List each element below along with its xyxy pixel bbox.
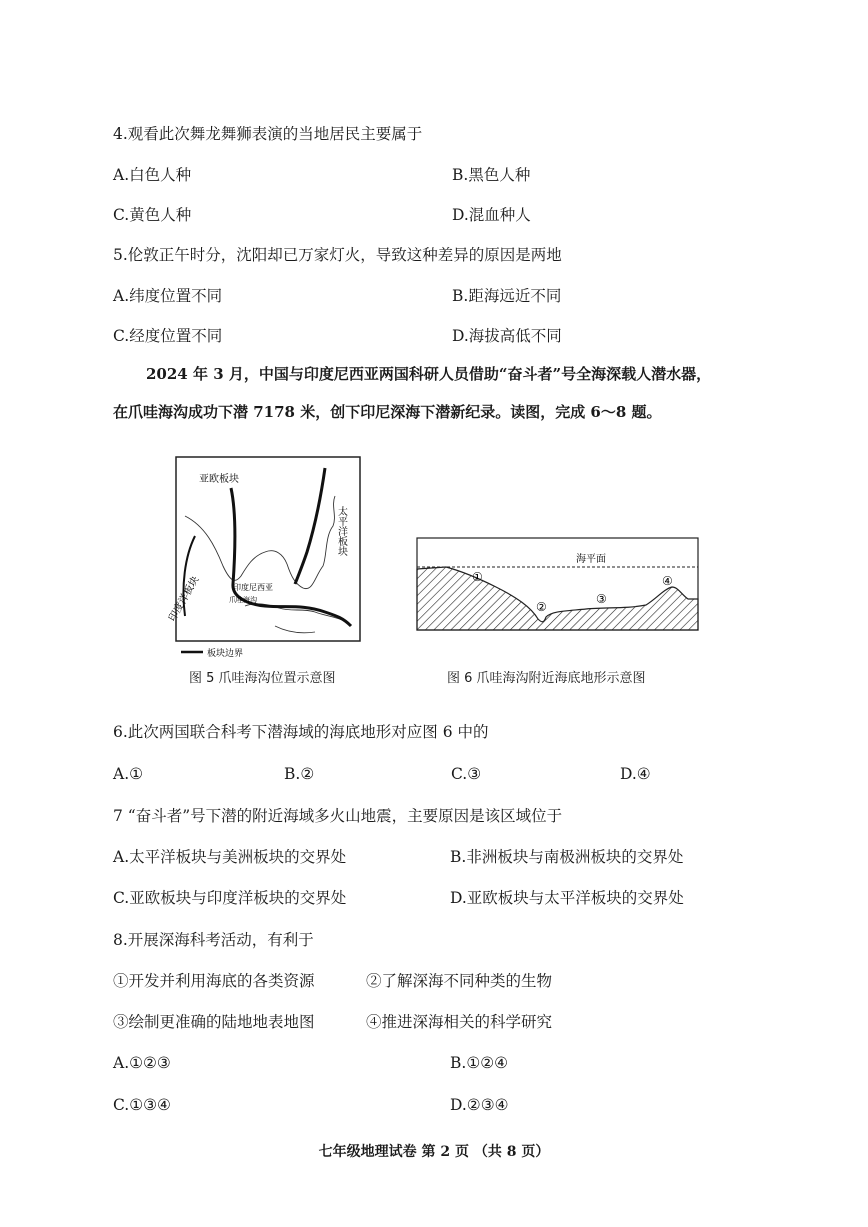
q6-option-b: B.②: [284, 765, 315, 783]
q8-item-2: ②了解深海不同种类的生物: [366, 972, 553, 990]
figure-5-map: [167, 456, 361, 660]
label-java-trench: 爪哇海沟: [229, 596, 257, 604]
q4-option-b: B.黑色人种: [452, 166, 531, 184]
passage-line-1: 2024 年 3 月，中国与印度尼西亚两国科研人员借助“奋斗者”号全海深载人潜水器，: [146, 365, 712, 383]
page-footer: 七年级地理试卷 第 2 页 （共 8 页）: [318, 1144, 550, 1160]
mark-1: ①: [472, 570, 483, 584]
q8-option-c: C.①③④: [113, 1096, 171, 1114]
q8-item-1: ①开发并利用海底的各类资源: [113, 972, 315, 990]
q7-option-c: C.亚欧板块与印度洋板块的交界处: [113, 889, 347, 907]
mark-3: ③: [596, 592, 607, 606]
q6-option-c: C.③: [451, 765, 482, 783]
q5-stem: 5.伦敦正午时分，沈阳却已万家灯火，导致这种差异的原因是两地: [113, 246, 562, 264]
mark-4: ④: [662, 574, 673, 588]
label-pacific-plate: 太平洋板块: [335, 506, 347, 556]
q6-option-d: D.④: [620, 765, 651, 783]
q6-option-a: A.①: [113, 765, 144, 783]
q4-option-d: D.混血种人: [452, 206, 531, 224]
q8-stem: 8.开展深海科考活动，有利于: [113, 931, 314, 949]
figure-5-caption: 图 5 爪哇海沟位置示意图: [189, 671, 336, 686]
q5-option-a: A.纬度位置不同: [113, 287, 223, 305]
q8-option-d: D.②③④: [450, 1096, 509, 1114]
label-indian-plate: 印度洋板块: [167, 574, 202, 624]
q7-stem: 7 “奋斗者”号下潜的附近海域多火山地震，主要原因是该区域位于: [113, 807, 563, 825]
q4-stem: 4.观看此次舞龙舞狮表演的当地居民主要属于: [113, 125, 423, 143]
q5-option-d: D.海拔高低不同: [452, 327, 562, 345]
q7-option-b: B.非洲板块与南极洲板块的交界处: [450, 848, 684, 866]
q7-option-a: A.太平洋板块与美洲板块的交界处: [113, 848, 347, 866]
q4-option-a: A.白色人种: [113, 166, 192, 184]
mark-2: ②: [536, 600, 547, 614]
q5-option-b: B.距海远近不同: [452, 287, 562, 305]
figure-6-profile: [416, 537, 699, 631]
figure-6-caption: 图 6 爪哇海沟附近海底地形示意图: [447, 671, 646, 686]
q4-option-c: C.黄色人种: [113, 206, 192, 224]
q8-item-4: ④推进深海相关的科学研究: [366, 1013, 553, 1031]
legend-plate-boundary: 板块边界: [207, 649, 244, 659]
q8-item-3: ③绘制更准确的陆地地表地图: [113, 1013, 315, 1031]
q8-option-a: A.①②③: [113, 1054, 171, 1072]
label-eurasian-plate: 亚欧板块: [199, 474, 239, 485]
q8-option-b: B.①②④: [450, 1054, 509, 1072]
q7-option-d: D.亚欧板块与太平洋板块的交界处: [450, 889, 684, 907]
label-indonesia: 印度尼西亚: [233, 583, 273, 592]
q6-stem: 6.此次两国联合科考下潜海域的海底地形对应图 6 中的: [113, 723, 489, 741]
q5-option-c: C.经度位置不同: [113, 327, 223, 345]
passage-line-2: 在爪哇海沟成功下潜 7178 米，创下印尼深海下潜新纪录。读图，完成 6～8 题。: [113, 403, 662, 421]
label-sea-level: 海平面: [576, 554, 606, 565]
